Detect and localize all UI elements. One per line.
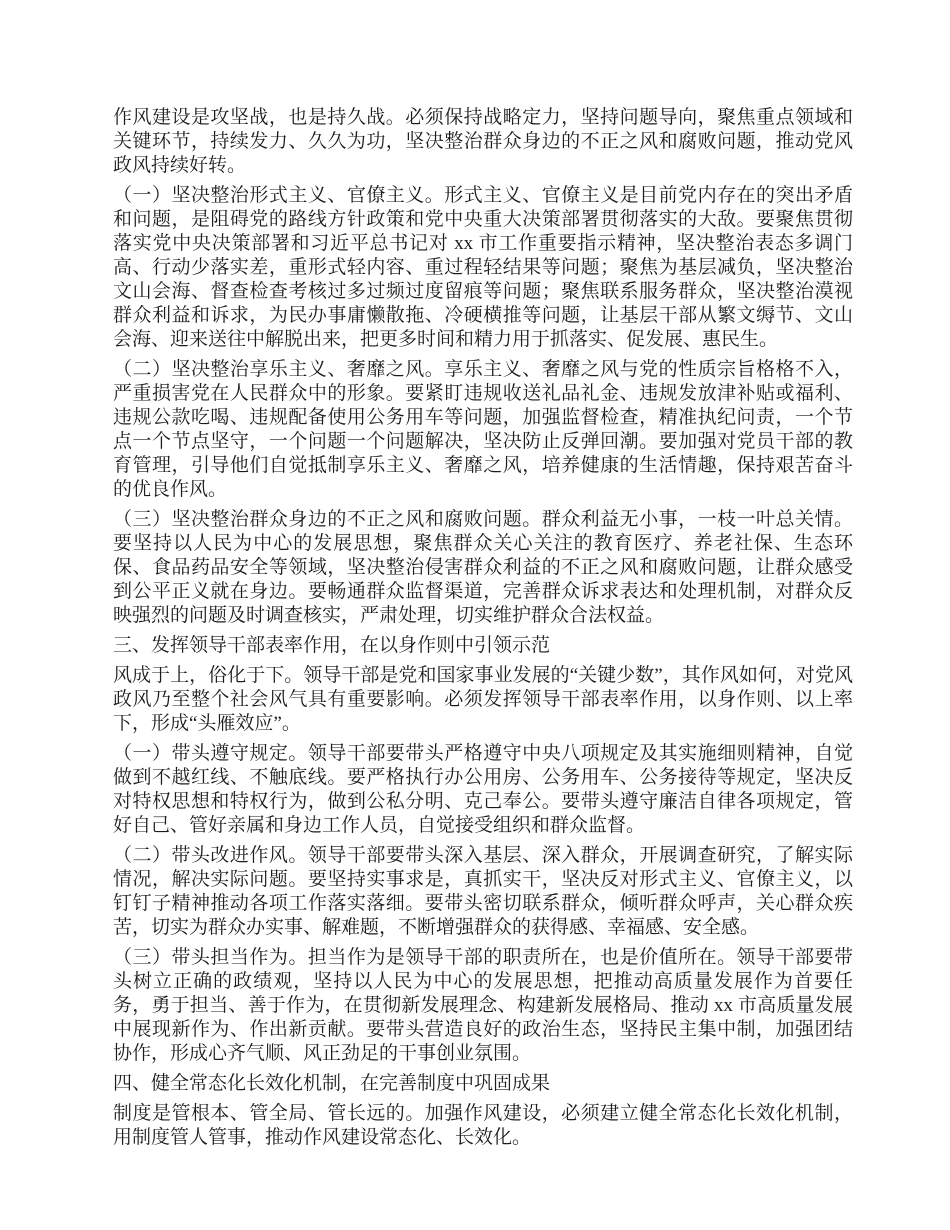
document-body	[113, 106, 853, 1156]
paragraph: 风成于上，俗化于下。领导干部是党和国家事业发展的“关键少数”，其作风如何，对党风政风乃至整个社会风气具有重要影响。必须发挥领导干部表率作用，以身作则、以上率下，形成“头雁效应”。	[113, 665, 853, 734]
paragraph: （二）带头改进作风。领导干部要带头深入基层、深入群众，开展调查研究，了解实际情况，解决实际问题。要坚持实事求是，真抓实干，坚决反对形式主义、官僚主义，以钉钉子精神推动各项工作落实落细。要带头密切联系群众，倾听群众呼声，关心群众疾苦，切实为群众办实事、解难题，不断增强群众的获得感、幸福感、安全感。	[113, 845, 853, 938]
paragraph: （一）坚决整治形式主义、官僚主义。形式主义、官僚主义是目前党内存在的突出矛盾和问题，是阻碍党的路线方针政策和党中央重大决策部署贯彻落实的大敌。要聚焦贯彻落实党中央决策部署和习近平总书记对 xx 市工作重要指示精神，坚决整治表态多调门高、行动少落实差，重形式轻内容、重过程轻结果等问题；聚焦为基层减负，坚决整治文山会海、督查检查考核过多过频过度留痕等问题；聚焦联系服务群众，坚决整治漠视群众利益和诉求，为民办事庸懒散拖、冷硬横推等问题，让基层干部从繁文缛节、文山会海、迎来送往中解脱出来，把更多时间和精力用于抓落实、促发展、惠民生。	[113, 185, 853, 350]
paragraph: （一）带头遵守规定。领导干部要带头严格遵守中央八项规定及其实施细则精神，自觉做到不越红线、不触底线。要严格执行办公用房、公务用车、公务接待等规定，坚决反对特权思想和特权行为，做到公私分明、克己奉公。要带头遵守廉洁自律各项规定，管好自己、管好亲属和身边工作人员，自觉接受组织和群众监督。	[113, 743, 853, 836]
paragraph: 作风建设是攻坚战，也是持久战。必须保持战略定力，坚持问题导向，聚焦重点领域和关键环节，持续发力、久久为功，坚决整治群众身边的不正之风和腐败问题，推动党风政风持续好转。	[113, 107, 853, 176]
section-heading-4: 四、健全常态化长效化机制，在完善制度中巩固成果	[113, 1073, 551, 1094]
section-heading-3: 三、发挥领导干部表率作用，在以身作则中引领示范	[113, 635, 551, 656]
paragraph: （三）带头担当作为。担当作为是领导干部的职责所在，也是价值所在。领导干部要带头树立正确的政绩观，坚持以人民为中心的发展思想，把推动高质量发展作为首要任务，勇于担当、善于作为，在贯彻新发展理念、构建新发展格局、推动 xx 市高质量发展中展现新作为、作出新贡献。要带头营造良好的政治生态，坚持民主集中制，加强团结协作，形成心齐气顺、风正劲足的干事创业氛围。	[113, 947, 853, 1064]
paragraph: 制度是管根本、管全局、管长远的。加强作风建设，必须建立健全常态化长效化机制，用制度管人管事，推动作风建设常态化、长效化。	[113, 1103, 853, 1148]
paragraph: （二）坚决整治享乐主义、奢靡之风。享乐主义、奢靡之风与党的性质宗旨格格不入，严重损害党在人民群众中的形象。要紧盯违规收送礼品礼金、违规发放津补贴或福利、违规公款吃喝、违规配备使用公务用车等问题，加强监督检查，精准执纪问责，一个节点一个节点坚守，一个问题一个问题解决，坚决防止反弹回潮。要加强对党员干部的教育管理，引导他们自觉抵制享乐主义、奢靡之风，培养健康的生活情趣，保持艰苦奋斗的优良作风。	[113, 359, 853, 500]
paragraph: （三）坚决整治群众身边的不正之风和腐败问题。群众利益无小事，一枝一叶总关情。要坚持以人民为中心的发展思想，聚焦群众关心关注的教育医疗、养老社保、生态环保、食品药品安全等领域，坚决整治侵害群众利益的不正之风和腐败问题，让群众感受到公平正义就在身边。要畅通群众监督渠道，完善群众诉求表达和处理机制，对群众反映强烈的问题及时调查核实，严肃处理，切实维护群众合法权益。	[113, 509, 853, 626]
